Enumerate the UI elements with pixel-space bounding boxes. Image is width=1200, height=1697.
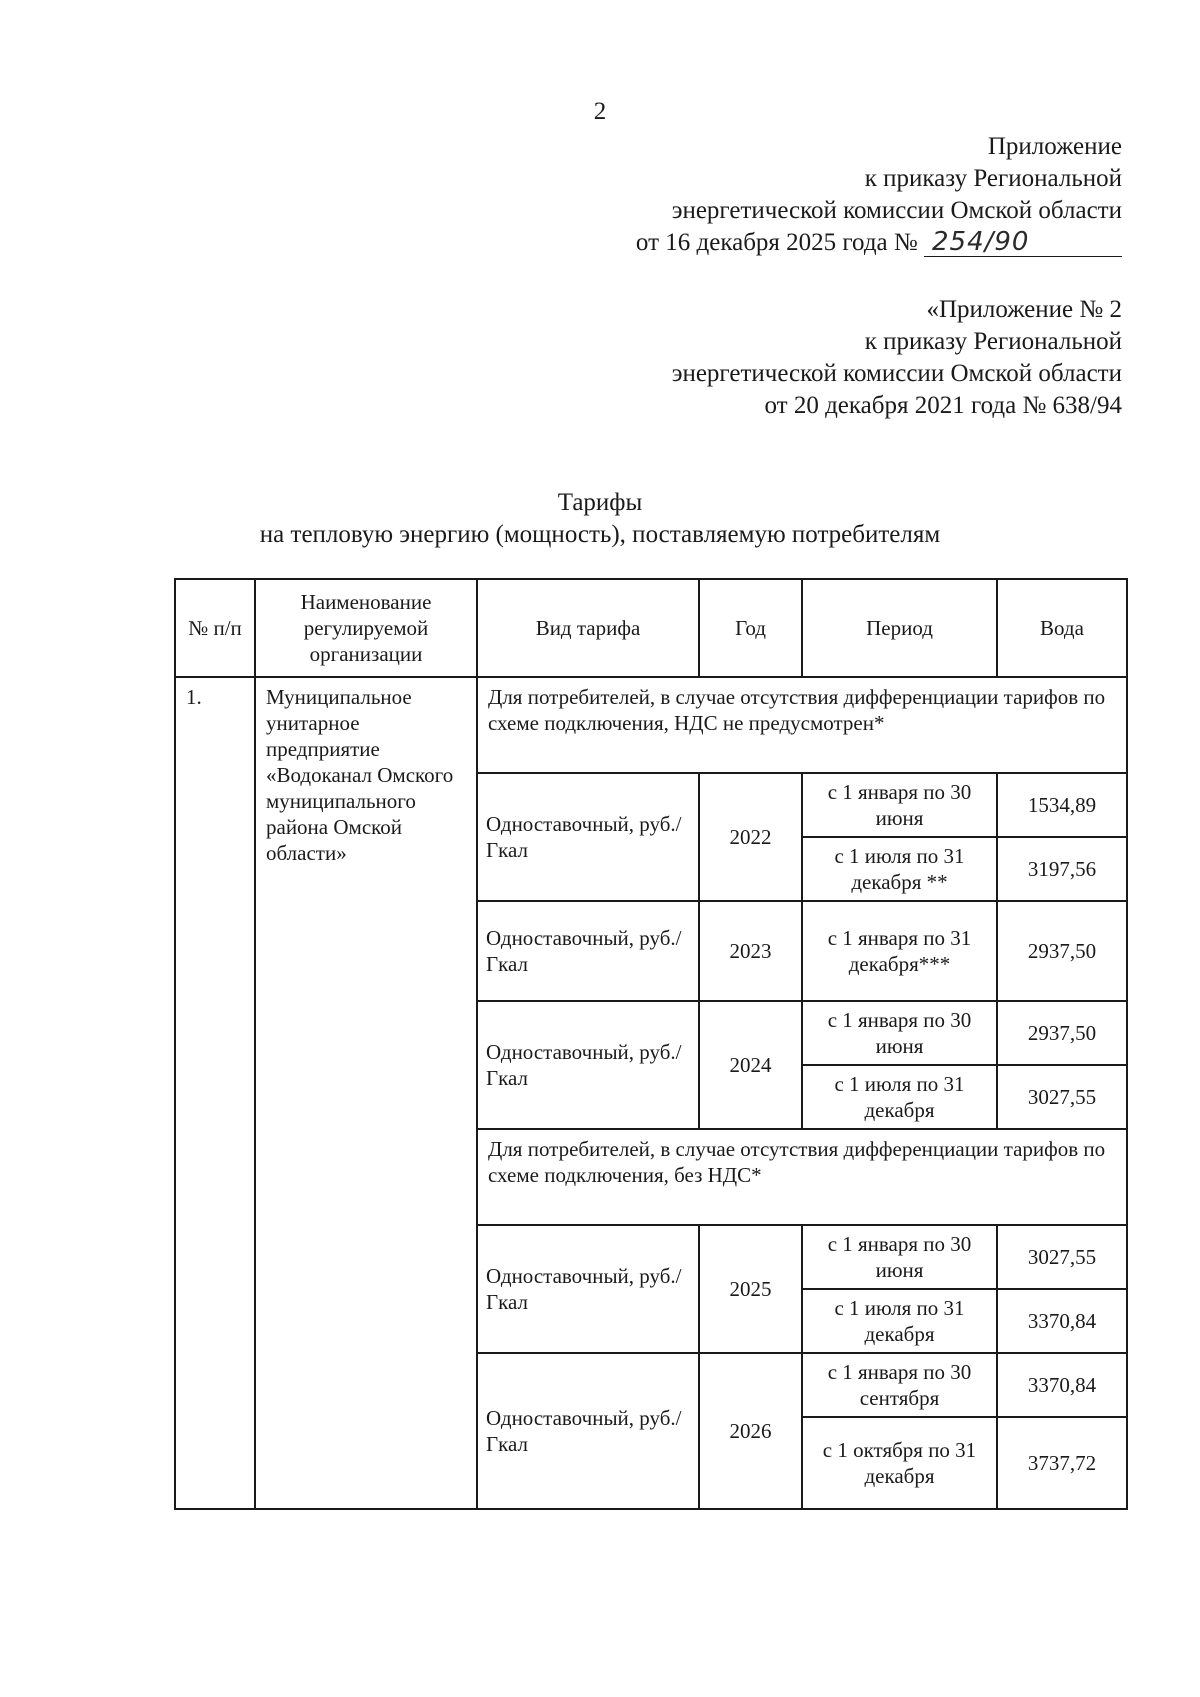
tariff-value: 3027,55 [997, 1065, 1127, 1129]
tariff-year: 2022 [699, 773, 802, 901]
tariff-period: с 1 января по 30 июня [802, 1001, 997, 1065]
section-caption: Для потребителей, в случае отсутствия дифференциации тарифов по схеме подключения, без НДС* [477, 1129, 1127, 1225]
tariff-value: 3370,84 [997, 1353, 1127, 1417]
table-row [175, 677, 1127, 773]
tariff-value: 3197,56 [997, 837, 1127, 901]
tariff-type: Одноставочный, руб./Гкал [477, 1225, 699, 1353]
tariff-value: 3370,84 [997, 1289, 1127, 1353]
tariff-value: 1534,89 [997, 773, 1127, 837]
tariff-type: Одноставочный, руб./Гкал [477, 1001, 699, 1129]
page-number: 2 [593, 98, 607, 125]
col-header-year: Год [699, 579, 802, 677]
section-caption: Для потребителей, в случае отсутствия дифференциации тарифов по схеме подключения, НДС не предусмотрен* [477, 677, 1127, 773]
appendix-header-line1: Приложение [987, 133, 1122, 160]
tariff-period: с 1 октября по 31 декабря [802, 1417, 997, 1509]
tariff-period: с 1 июля по 31 декабря [802, 1065, 997, 1129]
tariff-value: 3027,55 [997, 1225, 1127, 1289]
tariff-year: 2025 [699, 1225, 802, 1353]
appendix-header-line3: энергетической комиссии Омской области [671, 197, 1122, 224]
title-line1: Тарифы [557, 489, 643, 516]
order-date: от 16 декабря 2025 года № [635, 229, 918, 256]
original-appendix-line4: от 20 декабря 2021 года № 638/94 [764, 392, 1122, 419]
tariff-period: с 1 января по 30 сентября [802, 1353, 997, 1417]
col-header-water: Вода [997, 579, 1127, 677]
tariff-value: 2937,50 [997, 1001, 1127, 1065]
tariff-year: 2023 [699, 901, 802, 1001]
organization-name: Муниципальное унитарное предприятие «Водоканал Омского муниципального района Омской области» [255, 677, 477, 1509]
tariff-year: 2026 [699, 1353, 802, 1509]
tariff-period: с 1 июля по 31 декабря [802, 1289, 997, 1353]
original-appendix-line2: к приказу Региональной [864, 328, 1122, 355]
table-header-row [175, 579, 1127, 677]
document-title [0, 487, 1200, 551]
tariff-type: Одноставочный, руб./Гкал [477, 901, 699, 1001]
tariff-type: Одноставочный, руб./Гкал [477, 773, 699, 901]
appendix-header-line2: к приказу Региональной [864, 165, 1122, 192]
tariff-period: с 1 января по 31 декабря*** [802, 901, 997, 1001]
appendix-header-line4 [636, 227, 1122, 259]
col-header-period: Период [802, 579, 997, 677]
tariff-period: с 1 января по 30 июня [802, 1225, 997, 1289]
handwritten-order-number: 254/90 [924, 228, 1122, 257]
tariff-table [174, 578, 1128, 1510]
col-header-org: Наименование регулируемой организации [255, 579, 477, 677]
title-line2: на тепловую энергию (мощность), поставляемую потребителям [259, 521, 941, 548]
tariff-type: Одноставочный, руб./Гкал [477, 1353, 699, 1509]
tariff-period: с 1 июля по 31 декабря ** [802, 837, 997, 901]
original-appendix-header [672, 294, 1122, 422]
tariff-period: с 1 января по 30 июня [802, 773, 997, 837]
original-appendix-line3: энергетической комиссии Омской области [671, 360, 1122, 387]
col-header-num: № п/п [175, 579, 255, 677]
row-number: 1. [175, 677, 255, 1509]
appendix-header [636, 131, 1122, 259]
tariff-value: 2937,50 [997, 901, 1127, 1001]
original-appendix-line1: «Приложение № 2 [926, 296, 1122, 323]
tariff-year: 2024 [699, 1001, 802, 1129]
col-header-type: Вид тарифа [477, 579, 699, 677]
tariff-value: 3737,72 [997, 1417, 1127, 1509]
